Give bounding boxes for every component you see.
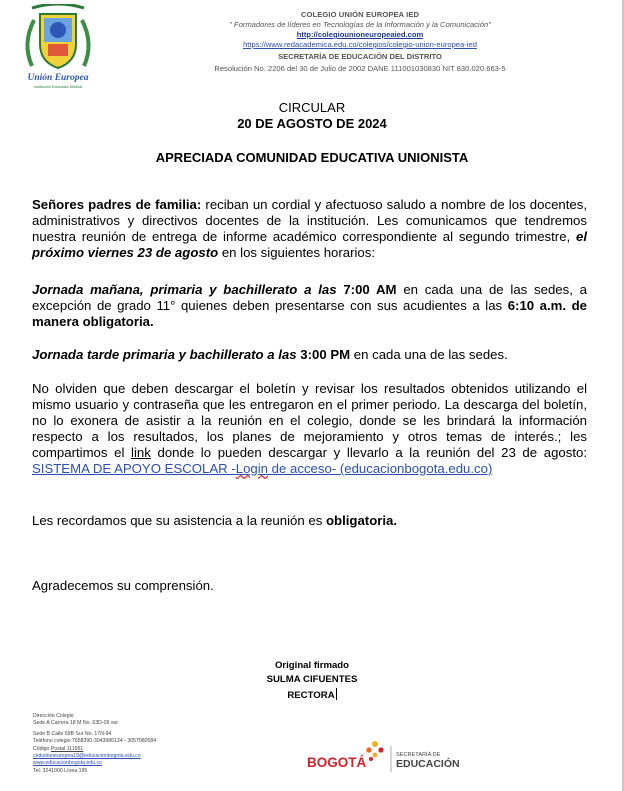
signature-original: Original firmado — [274, 660, 350, 671]
download-text-2: donde lo pueden descargar y llevarlo a la reunión del 23 de agosto: — [150, 445, 587, 460]
school-coat-of-arms-logo — [12, 4, 104, 92]
footer-postal-label: Código — [33, 745, 51, 752]
link-part-b[interactable]: Login — [235, 461, 269, 476]
afternoon-text: en cada una de las sedes. — [350, 347, 508, 362]
signature-title — [0, 688, 624, 702]
paragraph-intro — [32, 197, 587, 261]
intro-text-1: reciban un cordial y afectuoso saludo a nombre de los docentes, administrativos y directivos docentes de la institución. Les comunicamos que tendremos nuestra reunión de entrega de informe académico correspondiente al segundo trimestre, — [32, 197, 587, 244]
sistema-apoyo-escolar-link[interactable] — [32, 461, 492, 476]
resolution-line: Resolución No. 2206 del 30 de Julio de 2002 DANE 111001030830 NIT 830.020.663-5 — [214, 64, 506, 73]
meeting-date-emphasis: el próximo viernes 23 de agosto — [32, 229, 587, 260]
mandatory-emphasis: obligatoria. — [325, 513, 398, 528]
bogota-secretaria-logo — [305, 736, 475, 776]
grade11-time: 6:10 a.m. de manera obligatoria. — [32, 298, 588, 329]
signature-title-text: RECTORA — [287, 690, 335, 701]
morning-text: en cada una de las sedes, a excepción de grado 11° quienes deben presentarse con sus acudientes a las — [32, 282, 588, 313]
footer-sede-a: Sede A Carrera 18 M No. 63D-09 sur — [33, 720, 119, 727]
link-word: link — [131, 445, 151, 460]
footer-email-link[interactable]: ceduniuneuropea19@educacionbogota.edu.co — [33, 753, 141, 760]
link-part-a[interactable]: SISTEMA DE APOYO ESCOLAR - — [32, 461, 236, 476]
logo-subtitle: Institución Educativa Distrital — [33, 85, 83, 89]
paragraph-report-download — [32, 381, 587, 477]
download-text-1: No olviden que deben descargar el boletín y revisar los resultados obtenidos utilizando el mismo usuario y contraseña que les entregaron en el primer periodo. La descarga del boletín, no lo exonera de asistir a la reunión en el colegio, donde se les brindará la información respecto a los resultados, los planes de mejoramiento y otros temas de interés.; les compartimos el — [32, 381, 587, 460]
morning-time: 7:00 AM — [343, 282, 397, 297]
footer-website-link[interactable]: www.educacionbogota.edu.co — [33, 760, 102, 767]
circular-date: 20 DE AGOSTO DE 2024 — [237, 116, 387, 131]
footer-address-label: Dirección Colegio — [33, 713, 74, 719]
paragraph-morning-shift — [32, 282, 587, 330]
link-part-c[interactable]: de acceso- (educacionbogota.edu.co) — [268, 461, 493, 476]
greeting-heading: APRECIADA COMUNIDAD EDUCATIVA UNIONISTA — [155, 150, 469, 165]
closing-thanks: Agradecemos su comprensión. — [32, 578, 214, 593]
bogota-wordmark: BOGOTÁ — [307, 755, 367, 770]
intro-lead: Señores padres de familia: — [32, 197, 202, 212]
text-cursor — [336, 688, 337, 700]
footer-phone: Teléfono colegio 7658390-3043986134 - 3057980584 — [33, 738, 157, 745]
letterhead — [120, 10, 600, 74]
footer-sede-b: Sede B Calle 69B Sur No. 17N-94 — [33, 730, 112, 737]
paragraph-reminder — [32, 513, 587, 529]
secretaria-wordmark: SECRETARÍA DE — [396, 752, 441, 758]
intro-text-2: en los siguientes horarios: — [218, 245, 376, 260]
redacademica-link[interactable]: https://www.redacademica.edu.co/colegios/colegio-union-europea-ied — [243, 40, 477, 49]
paragraph-afternoon-shift — [32, 347, 587, 363]
signature-name: SULMA CIFUENTES — [266, 674, 358, 685]
logo-wordmark: Unión Europea — [27, 73, 89, 83]
afternoon-shift-lead: Jornada tarde primaria y bachillerato a las — [32, 347, 301, 362]
school-website-link[interactable]: http://colegiounioneuropeaied.com — [296, 30, 424, 39]
educacion-wordmark: EDUCACIÓN — [396, 758, 460, 770]
bogota-star-icon — [366, 741, 383, 761]
footer-postal-code: Postal 111951 — [50, 745, 84, 752]
circular-label: CIRCULAR — [278, 100, 346, 115]
secretaria-label: SECRETARÍA DE EDUCACIÓN DEL DISTRITO — [278, 52, 442, 61]
footer-tel: Tel: 3241000 Línea 195 — [33, 767, 88, 774]
afternoon-time: 3:00 PM — [300, 347, 351, 362]
school-name: COLEGIO UNIÓN EUROPEA IED — [300, 10, 420, 19]
footer-postal — [33, 746, 263, 753]
footer-contact — [33, 713, 263, 775]
morning-shift-lead: Jornada mañana, primaria y bachillerato a las — [32, 282, 344, 297]
reminder-text: Les recordamos que su asistencia a la reunión es — [32, 513, 326, 528]
school-motto: " Formadores de líderes en Tecnologías de la Información y la Comunicación" — [229, 20, 491, 29]
